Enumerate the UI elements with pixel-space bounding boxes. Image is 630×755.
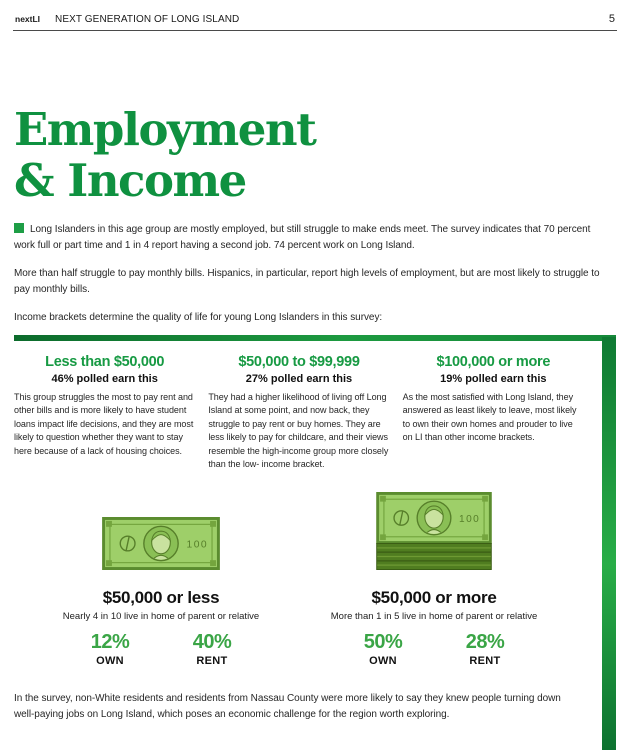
bracket-body: As the most satisfied with Long Island, they answered as least likely to leave, most likely to own their own homes and prouder to live on LI than other income brackets. [402, 391, 577, 443]
housing-group-lower-income [0, 488, 322, 667]
page-number: 5 [608, 13, 615, 25]
intro-paragraph-2: More than half struggle to pay monthly bills. Hispanics, in particular, report high levels of employment, but are most likely to struggle to pay monthly bills. [14, 267, 600, 295]
money-stack-icon [322, 488, 546, 570]
housing-subheading: More than 1 in 5 live in home of parent or relative [330, 610, 538, 622]
rent-stat [457, 631, 513, 667]
bill-denomination: 100 [186, 539, 209, 551]
green-accent-bar [602, 337, 616, 750]
page-header [13, 0, 617, 31]
intro-paragraph-3: Income brackets determine the quality of life for young Long Islanders in this survey: [14, 311, 383, 323]
bracket-subheading: 46% polled earn this [51, 372, 158, 385]
bracket-subheading: 19% polled earn this [440, 372, 547, 385]
dollar-bill-svg [102, 517, 220, 570]
dollar-bill-icon [0, 488, 322, 570]
own-stat [82, 631, 138, 667]
housing-stats-section [0, 488, 630, 667]
rent-percentage: 40% [192, 630, 232, 653]
bracket-50k-to-99k [208, 354, 389, 472]
housing-group-higher-income [322, 488, 546, 667]
report-title-header: NEXT GENERATION OF LONG ISLAND [55, 14, 240, 25]
section-title-line1: Employment [14, 103, 316, 156]
rent-stat [184, 631, 240, 667]
green-square-bullet-icon [14, 223, 24, 233]
money-stack-svg [376, 492, 492, 570]
section-title-line2: & Income [14, 153, 246, 207]
closing-paragraph: In the survey, non-White residents and residents from Nassau County were more likely to say they knew people turning down well-paying jobs on Long Island, which poses an economic challenge for the region worth exploring. [14, 692, 561, 720]
bracket-heading: $50,000 to $99,999 [238, 353, 360, 370]
bracket-100k-plus [403, 354, 584, 472]
green-divider-bar [14, 335, 616, 341]
own-label: OWN [96, 654, 124, 667]
intro-paragraph-1-text: Long Islanders in this age group are mostly employed, but still struggle to make ends meet. The survey indicates that 70 percent work full or part time and 1 in 4 report having a second job. 74 percent work on Long Island. [14, 223, 591, 251]
rent-label: RENT [196, 654, 228, 667]
own-percentage: 12% [90, 630, 130, 653]
nextli-logo: nextLI [15, 14, 41, 24]
rent-label: RENT [469, 654, 501, 667]
bracket-heading: Less than $50,000 [45, 353, 165, 370]
intro-paragraph-1 [14, 222, 608, 254]
own-percentage: 50% [363, 630, 403, 653]
section-title [14, 105, 616, 207]
own-rent-stats [322, 631, 546, 667]
housing-subheading: Nearly 4 in 10 live in home of parent or relative [62, 610, 260, 622]
own-rent-stats [0, 631, 322, 667]
bracket-under-50k [14, 354, 195, 472]
bracket-body: They had a higher likelihood of living off Long Island at some point, and now back, they struggle to pay rent or buy homes. They are less likely to pay for childcare, and their views resemble the high-income group more closely than the low- income bracket. [208, 391, 389, 470]
bracket-heading: $100,000 or more [436, 353, 551, 370]
bracket-body: This group struggles the most to pay rent and other bills and is more likely to have student loans impact life decisions, and they are most likely to question whether they want to stay here because of a lack of housing choices. [14, 391, 194, 456]
housing-heading: $50,000 or less [102, 587, 220, 607]
income-brackets [14, 354, 584, 472]
rent-percentage: 28% [465, 630, 505, 653]
bracket-subheading: 27% polled earn this [245, 372, 353, 385]
bill-denomination: 100 [459, 513, 481, 525]
intro-text [14, 222, 608, 326]
own-stat [355, 631, 411, 667]
own-label: OWN [369, 654, 397, 667]
housing-heading: $50,000 or more [371, 587, 497, 607]
